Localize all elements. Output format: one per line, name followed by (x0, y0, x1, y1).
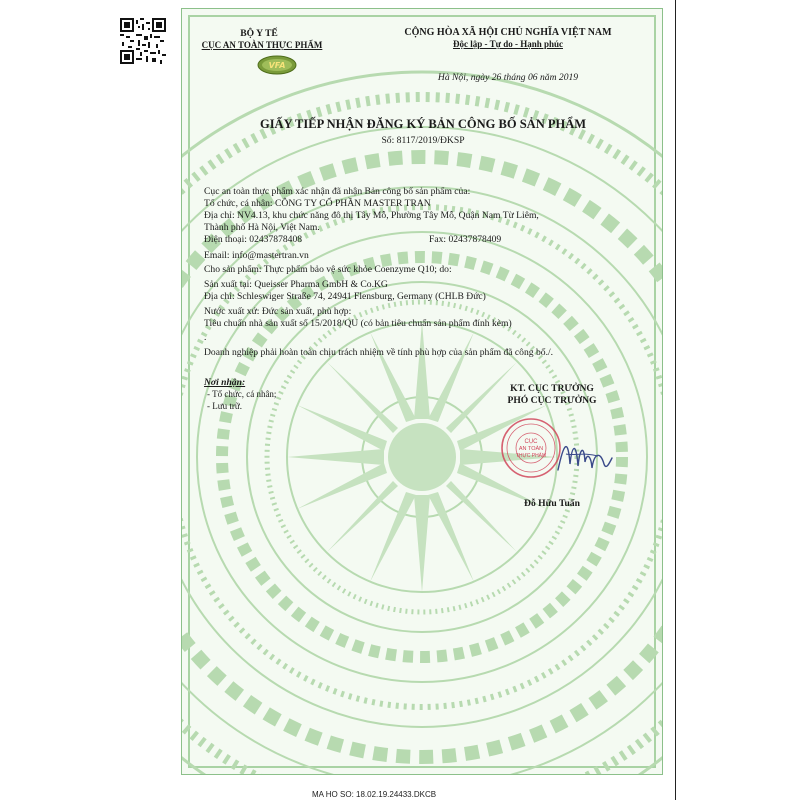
origin-line: Nước xuất xứ: Đức sản xuất, phù hợp: (204, 306, 352, 317)
address-line-2: Thành phố Hà Nội, Việt Nam. (204, 222, 320, 233)
recipient-item-1: - Tổ chức, cá nhân; (207, 389, 277, 399)
official-red-stamp (500, 417, 562, 479)
signatory-title-2: PHÓ CỤC TRƯỞNG (507, 395, 597, 406)
stamp-text-3: THỰC PHẨM (515, 453, 547, 459)
fax-line: Fax: 02437878409 (429, 234, 502, 245)
document-title: GIẤY TIẾP NHẬN ĐĂNG KÝ BẢN CÔNG BỐ SẢN PHẨM (259, 117, 587, 131)
signatory-name: Đỗ Hữu Tuấn (524, 498, 580, 509)
ministry-name: BỘ Y TẾ (240, 28, 278, 39)
recipient-item-2: - Lưu trữ. (207, 401, 242, 411)
recipients-heading: Nơi nhận: (204, 377, 246, 388)
bronze-drum-watermark (181, 67, 663, 775)
document-number: Số: 8117/2019/ĐKSP (381, 135, 465, 146)
standard-line: Tiêu chuẩn nhà sản xuất số 15/2018/QU (có bản tiêu chuẩn sản phẩm đính kèm) (204, 318, 512, 329)
vfa-logo (257, 55, 297, 75)
vfa-logo-text: VFA (268, 61, 286, 70)
stamp-text-2: AN TOÀN (518, 446, 544, 452)
email-line: Email: info@mastertran.vn (204, 250, 309, 261)
organization-line: Tổ chức, cá nhân: CÔNG TY CỔ PHẦN MASTER TRAN (204, 198, 431, 209)
page-edge-line (675, 0, 676, 800)
responsibility-line: Doanh nghiệp phải hoàn toàn chịu trách nhiệm về tính phù hợp của sản phẩm đã công bố./. (204, 347, 554, 358)
issue-date: Hà Nội, ngày 26 tháng 06 năm 2019 (437, 72, 579, 83)
national-motto: Độc lập - Tự do - Hạnh phúc (452, 39, 563, 49)
address-line-1: Địa chỉ: NV4.13, khu chức năng đô thị Tây Mỗ, Phường Tây Mỗ, Quận Nam Từ Liêm, (204, 210, 539, 221)
intro-line: Cục an toàn thực phẩm xác nhận đã nhận Bản công bố sản phẩm của: (204, 186, 471, 197)
agency-name: CỤC AN TOÀN THỰC PHẨM (201, 40, 323, 50)
qr-code (120, 18, 166, 64)
handwritten-signature (554, 434, 614, 479)
signatory-title-1: KT. CỤC TRƯỞNG (510, 383, 594, 394)
stamp-text-1: CỤC (524, 439, 538, 445)
dot-line: . (204, 332, 207, 343)
product-line: Cho sản phẩm: Thực phẩm bảo vệ sức khỏe Coenzyme Q10; do: (204, 264, 452, 275)
manufacturer-line: Sản xuất tại: Queisser Pharma GmbH & Co.KG (204, 279, 388, 290)
phone-line: Điện thoại: 02437878408 (204, 234, 303, 245)
dossier-code-footer: MA HO SO: 18.02.19.24433.DKCB (312, 790, 437, 799)
manufacturer-address-line: Địa chỉ: Schleswiger Straße 74, 24941 Flensburg, Germany (CHLB Đức) (204, 291, 486, 302)
certificate-document (181, 8, 663, 775)
country-name: CỘNG HÒA XÃ HỘI CHỦ NGHĨA VIỆT NAM (404, 27, 612, 38)
